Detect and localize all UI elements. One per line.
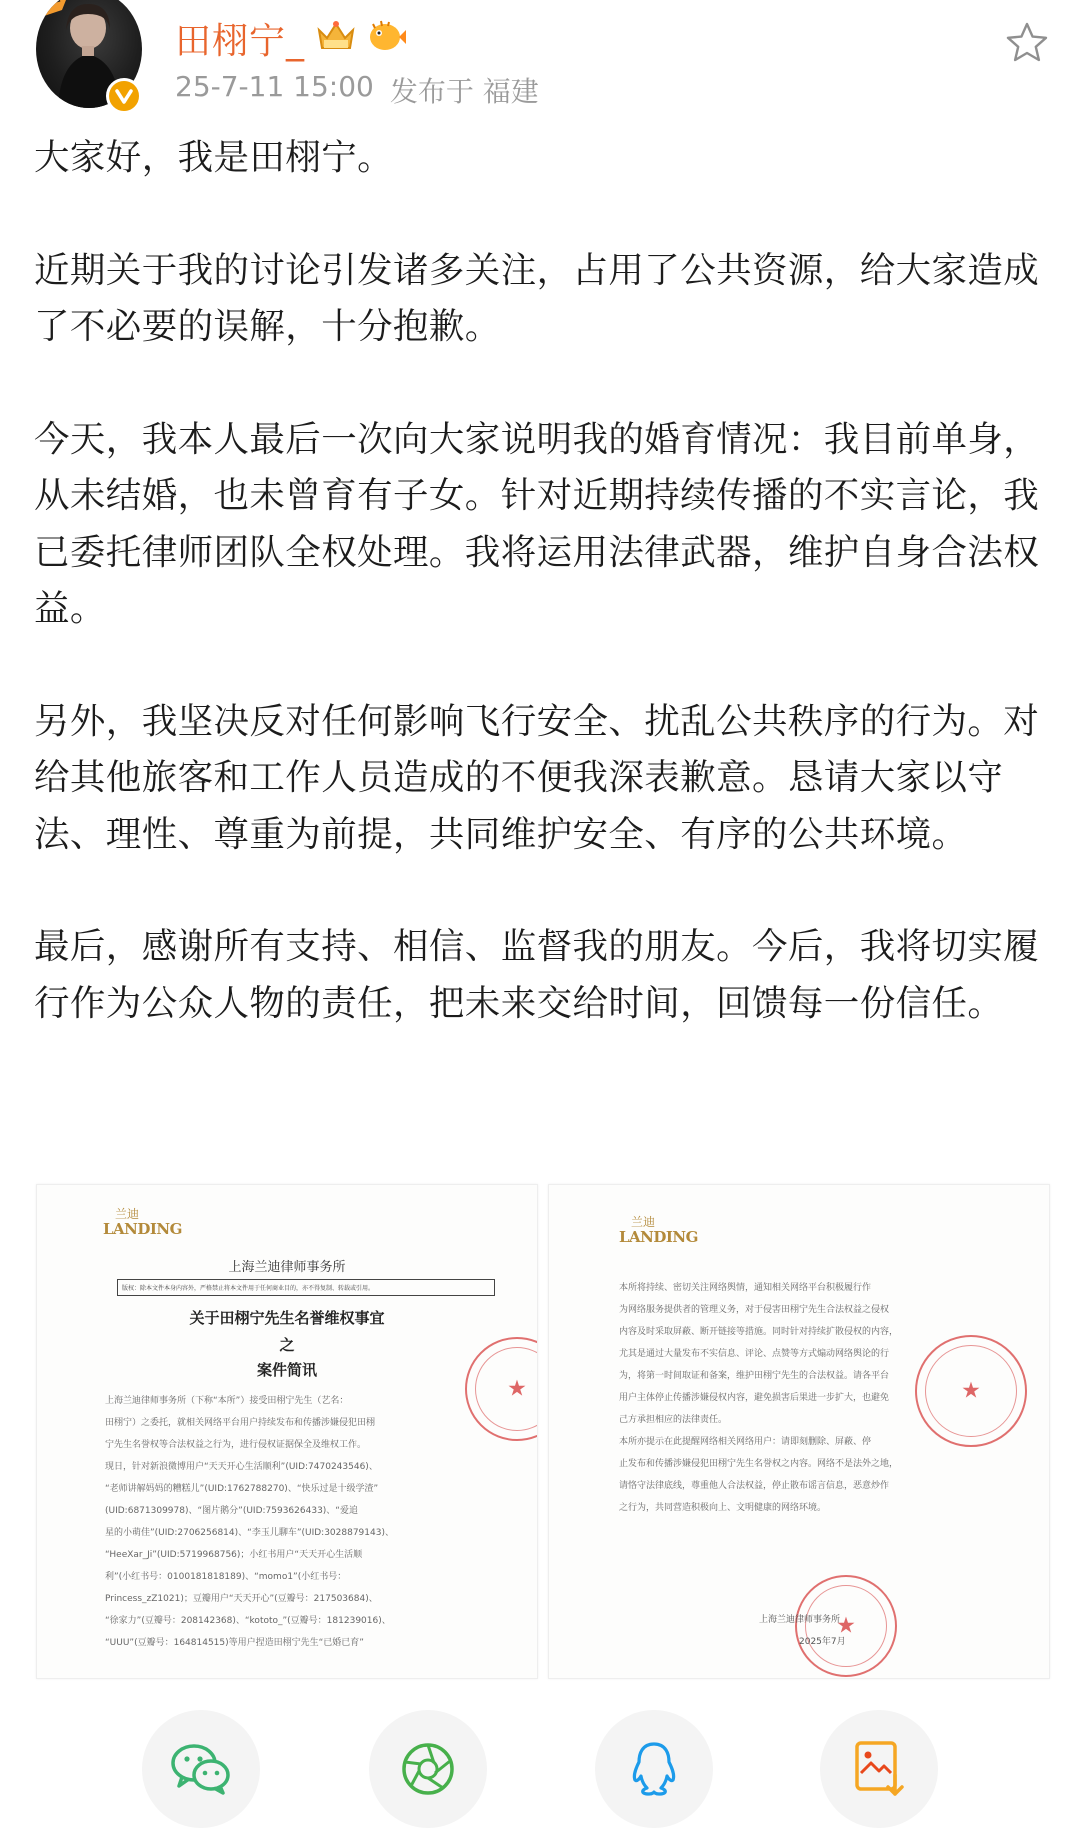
doc-line: 星的小萌佳”(UID:2706256814)、“李玉儿聊车”(UID:3028879143)、 [105, 1528, 394, 1538]
doc-line: 本所将持续、密切关注网络舆情，通知相关网络平台积极履行作 [619, 1283, 872, 1293]
doc-line: 止发布和传播涉嫌侵犯田栩宁先生名誉权之内容。网络不是法外之地， [619, 1459, 899, 1469]
share-moments-button[interactable] [369, 1710, 487, 1828]
doc-firm-name: 上海兰迪律师事务所 [228, 1260, 346, 1275]
author-avatar-block[interactable] [28, 0, 146, 112]
attached-image-legal-notice-page-2[interactable] [548, 1184, 1050, 1679]
doc-copyright-notice: 版权：除本文件本身内容外，严格禁止将本文件用于任何商业目的，亦不得复制、转载或引用。 [117, 1279, 495, 1296]
vip-crown-icon [315, 18, 357, 58]
doc-line: 请恪守法律底线，尊重他人合法权益，停止散布谣言信息，恶意炒作 [619, 1481, 890, 1491]
law-firm-round-seal [795, 1575, 897, 1677]
paragraph-thanks: 最后，感谢所有支持、相信、监督我的朋友。今后，我将切实履行作为公众人物的责任，把未来交给时间，回馈每一份信任。 [34, 926, 1040, 1024]
doc-line: Princess_zZ1021)；豆瓣用户“天天开心”(豆瓣号：217503684)、 [105, 1594, 378, 1604]
moments-aperture-icon [399, 1740, 457, 1798]
doc-body-text [105, 1390, 495, 1654]
share-qq-button[interactable] [595, 1710, 713, 1828]
location-prefix: 发布于 [389, 75, 474, 108]
fan-level-puffer-icon [367, 18, 407, 58]
doc-line: 宁先生名誉权等合法权益之行为，进行侵权证据保全及维权工作。 [105, 1440, 367, 1450]
post-body [34, 130, 1044, 1088]
wechat-icon [170, 1741, 232, 1797]
share-bar [0, 1710, 1080, 1837]
verified-badge [106, 78, 142, 114]
doc-line: 本所亦提示在此提醒网络相关网络用户：请即刻删除、屏蔽、停 [619, 1437, 872, 1447]
firm-logo-cn: 兰迪 [631, 1215, 656, 1229]
doc-signature-date: 2025年7月 [799, 1637, 846, 1647]
verified-v-icon [114, 86, 134, 106]
firm-logo-en: LANDING [103, 1220, 182, 1238]
doc-line: (UID:6871309978)、“图片鹅分”(UID:7593626433)、“爱追 [105, 1506, 358, 1516]
doc-line: 田栩宁）之委托，就相关网络平台用户持续发布和传播涉嫌侵犯田栩 [105, 1418, 376, 1428]
paragraph-greeting: 大家好，我是田栩宁。 [34, 137, 394, 178]
doc-body-text [619, 1277, 959, 1519]
author-name[interactable]: 田栩宁_ [175, 20, 306, 62]
doc-title-line-3: 案件简讯 [256, 1361, 317, 1379]
doc-line: 内容及时采取屏蔽、断开链接等措施。同时针对持续扩散侵权的内容， [619, 1327, 899, 1337]
post-timestamp: 25-7-11 15:00 [175, 70, 374, 103]
author-name-row [175, 12, 407, 64]
doc-line: 现日，针对新浪微博用户“天天开心生活顺利”(UID:7470243546)、 [105, 1462, 378, 1472]
doc-line: “徐家力”(豆瓣号：208142368)、“kototo_”(豆瓣号：181239016)、 [105, 1616, 391, 1626]
favorite-button[interactable] [1004, 20, 1050, 66]
share-wechat-button[interactable] [142, 1710, 260, 1828]
doc-title-line-1: 关于田栩宁先生名誉维权事宜 [189, 1309, 385, 1327]
doc-line: 为网络服务提供者的管理义务，对于侵害田栩宁先生合法权益之侵权 [619, 1305, 890, 1315]
seal-star-icon: ★ [836, 1613, 856, 1639]
doc-title-line-2: 之 [279, 1336, 295, 1354]
doc-signature-firm: 上海兰迪律师事务所 [759, 1615, 841, 1625]
seal-star-icon: ★ [961, 1378, 981, 1404]
save-image-icon [851, 1739, 907, 1799]
save-image-button[interactable] [820, 1710, 938, 1828]
paragraph-public-order: 另外，我坚决反对任何影响飞行安全、扰乱公共秩序的行为。对给其他旅客和工作人员造成的不便我深表歉意。恳请大家以守法、理性、尊重为前提，共同维护安全、有序的公共环境。 [34, 700, 1040, 855]
firm-logo-cn: 兰迪 [115, 1207, 140, 1221]
doc-line: 己方承担相应的法律责任。 [619, 1415, 728, 1425]
qq-penguin-icon [629, 1740, 679, 1798]
firm-logo-en: LANDING [619, 1228, 698, 1246]
doc-line: 上海兰迪律师事务所（下称“本所”）接受田栩宁先生（艺名： [105, 1396, 349, 1406]
doc-line: 为，将第一时间取证和备案，维护田栩宁先生的合法权益。请各平台 [619, 1371, 890, 1381]
attached-image-legal-notice-page-1[interactable] [36, 1184, 538, 1679]
doc-line: 之行为，共同营造积极向上、文明健康的网络环境。 [619, 1503, 827, 1513]
doc-line: “HeeXar_Ji”(UID:5719968756)；小红书用户“天天开心生活顺 [105, 1550, 363, 1560]
doc-line: 用户主体停止传播涉嫌侵权内容，避免损害后果进一步扩大，也避免 [619, 1393, 890, 1403]
doc-line: 尤其是通过大量发布不实信息、评论、点赞等方式煽动网络舆论的行 [619, 1349, 890, 1359]
paragraph-marital-status: 今天，我本人最后一次向大家说明我的婚育情况：我目前单身，从未结婚，也未曾育有子女。针对近期持续传播的不实言论，我已委托律师团队全权处理。我将运用法律武器，维护自身合法权益。 [34, 418, 1040, 629]
paragraph-apology: 近期关于我的讨论引发诸多关注，占用了公共资源，给大家造成了不必要的误解，十分抱歉。 [34, 249, 1040, 347]
doc-line: “老师讲解妈妈的糟糕儿”(UID:1762788270)、“快乐过是十级学渣” [105, 1484, 379, 1494]
location-name: 福建 [482, 75, 539, 108]
post-location [390, 70, 539, 110]
star-outline-icon [1004, 20, 1050, 66]
doc-line: 利”(小红书号：0100181818189)、“momo1”(小红书号： [105, 1572, 347, 1582]
post-meta [175, 70, 539, 110]
doc-line: “UUU”(豆瓣号：164814515)等用户捏造田栩宁先生“已婚已育” [105, 1638, 364, 1648]
law-firm-seal [915, 1335, 1027, 1447]
seal-star-icon: ★ [507, 1376, 527, 1402]
